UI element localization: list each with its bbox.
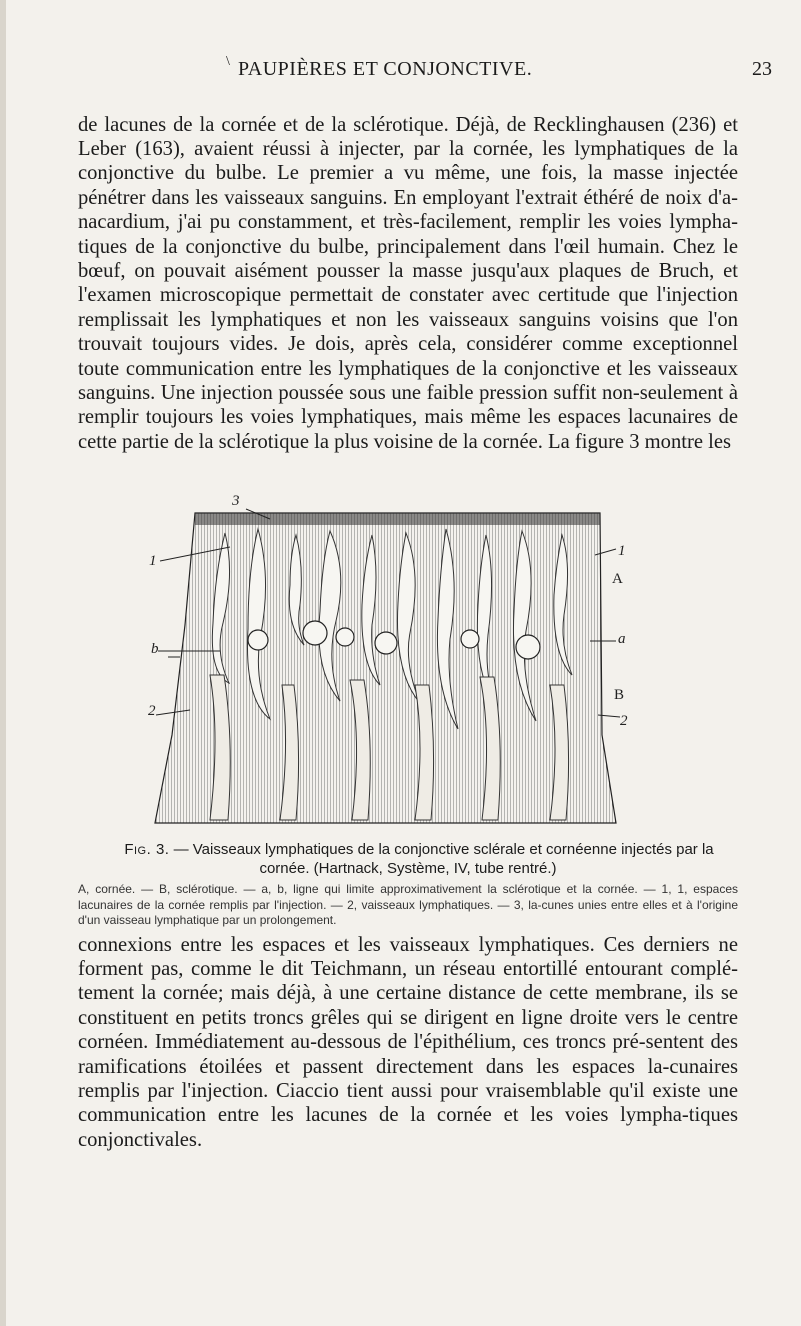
running-title: PAUPIÈRES ET CONJONCTIVE. <box>238 58 533 80</box>
caption-figure-number: Fig. 3. <box>124 841 170 858</box>
caption-title-text: — Vaisseaux lymphatiques de la conjonctive sclérale et cornéenne injectés par la cornée. (Hartnack, Système, IV, tube rentré.) <box>169 841 714 877</box>
print-mark: \ <box>226 54 230 69</box>
figure-label-1-left: 1 <box>149 553 157 569</box>
page-number: 23 <box>752 58 772 80</box>
figure-label-b: b <box>151 641 159 657</box>
paragraph-1: de lacunes de la cornée et de la sclérotique. Déjà, de Recklinghausen (236) et Leber (163), avaient réussi à injecter, par la cornée, les lymphatiques de la conjonctive du bulbe. Le premier a vu même, une fois, la masse injectée pénétrer dans les vaisseaux sanguins. En employant l'extrait éthéré de noix d'a-nacardium, j'ai pu constamment, et très-facilement, remplir les voies lympha-tiques de la conjonctive du bulbe, principalement dans l'œil humain. Chez le bœuf, on pouvait aisément pousser la masse jusqu'aux plaques de Bruch, et l'examen microscopique permettait de constater avec certitude que l'injection remplissait les lymphatiques et non les vaisseaux sanguins voisins que l'on trouvait toujours vides. Je dois, après cela, considérer comme exceptionnel toute communication entre les lymphatiques de la conjonctive et les vaisseaux sanguins. Une injection poussée sous une faible pression suffit non-seulement à remplir toujours les voies lymphatiques, mais même les espaces lacunaires de cette partie de la sclérotique la plus voisine de la cornée. La figure 3 montre les <box>78 113 738 453</box>
figure-label-a: a <box>618 631 626 647</box>
caption-title <box>78 840 738 878</box>
figure-illustration <box>150 505 630 827</box>
figure-label-3: 3 <box>232 493 240 509</box>
figure-label-2-right: 2 <box>620 713 628 729</box>
caption-legend: A, cornée. — B, sclérotique. — a, b, ligne qui limite approximativement la sclérotique et la cornée. — 1, 1, espaces lacunaires de la cornée remplis par l'injection. — 2, vaisseaux lymphatiques. — 3, la-cunes unies entre elles et à l'origine d'un vaisseau lymphatique par un prolongement. <box>78 882 738 927</box>
figure-label-B: B <box>614 687 625 703</box>
figure-3 <box>148 493 630 827</box>
figure-label-1-right: 1 <box>618 543 626 559</box>
page-edge <box>0 0 6 1326</box>
figure-label-A: A <box>612 571 623 587</box>
figure-caption <box>78 840 738 929</box>
paragraph-2: connexions entre les espaces et les vaisseaux lymphatiques. Ces derniers ne forment pas, comme le dit Teichmann, un réseau entortillé entourant complé-tement la cornée; mais déjà, à une certaine distance de cette membrane, ils se constituent en petits troncs grêles qui se dirigent en ligne droite vers le centre cornéen. Immédiatement au-dessous de l'épithélium, ces troncs pré-sentent des ramifications étoilées et passent directement dans les espaces la-cunaires remplis par l'injection. Ciaccio tient aussi pour vraisemblable qu'il existe une communication entre les lacunes de la cornée et les voies lympha-tiques conjonctivales. <box>78 933 738 1151</box>
page-header <box>0 54 801 84</box>
figure-label-2-left: 2 <box>148 703 156 719</box>
